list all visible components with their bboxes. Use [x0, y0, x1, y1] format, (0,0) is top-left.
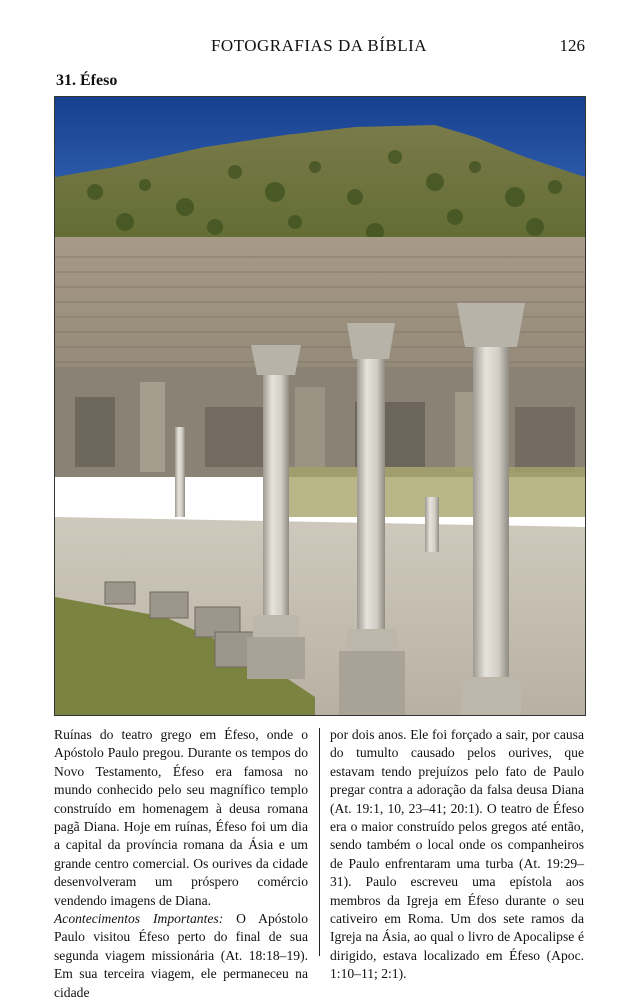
caption-paragraph: por dois anos. Ele foi forçado a sair, por causa do tumulto causado pelos ourives, que estavam tendo prejuízos pelo fato de Paulo pregar contra a adoração da falsa deusa Diana (At. 19:1, 10, 23–41; 20:1). O teatro de Éfeso era o maior construído pelos gregos até então, sendo também o local onde os companheiros de Paulo enfrentaram uma turba (At. 19:29–31). Paulo escreveu uma epístola aos membros da Igreja em Éfeso durante o seu cativeiro em Roma. Um dos sete ramos da Igreja na Ásia, ao qual o livro de Apocalipse é dirigido, estava localizado em Éfeso (Apoc. 1:10–11; 2:1). [330, 727, 584, 982]
ephesus-ruins-photo [54, 96, 586, 716]
photo-illustration [55, 97, 585, 715]
events-label: Acontecimentos Importantes: [54, 911, 224, 927]
caption-column-left [54, 726, 308, 1002]
caption-paragraph [54, 910, 308, 1002]
caption-paragraph: Ruínas do teatro grego em Éfeso, onde o Apóstolo Paulo pregou. Durante os tempos do Novo Testamento, Éfeso era famosa no mundo conhecido pelo seu magnífico templo construído em homenagem à deusa romana pagã Diana. Hoje em ruínas, Éfeso foi um dia a capital da província romana da Ásia e um grande centro comercial. Os ourives da cidade desenvolveram um próspero comércio vendendo imagens de Diana. [54, 727, 308, 908]
running-head [0, 36, 638, 62]
book-title: FOTOGRAFIAS DA BÍBLIA [210, 36, 428, 55]
events-text: O Apóstolo Paulo visitou Éfeso perto do final de sua segunda viagem missionária (At. 18:18–19). Em sua terceira viagem, ele permaneceu na cidade [54, 911, 308, 1000]
column-divider [319, 728, 320, 956]
caption-column-right [330, 726, 584, 984]
back-column [425, 497, 439, 552]
caption-text [54, 726, 584, 1000]
back-column [175, 427, 185, 517]
section-heading: 31. Éfeso [56, 72, 118, 89]
page-number: 126 [559, 36, 585, 55]
